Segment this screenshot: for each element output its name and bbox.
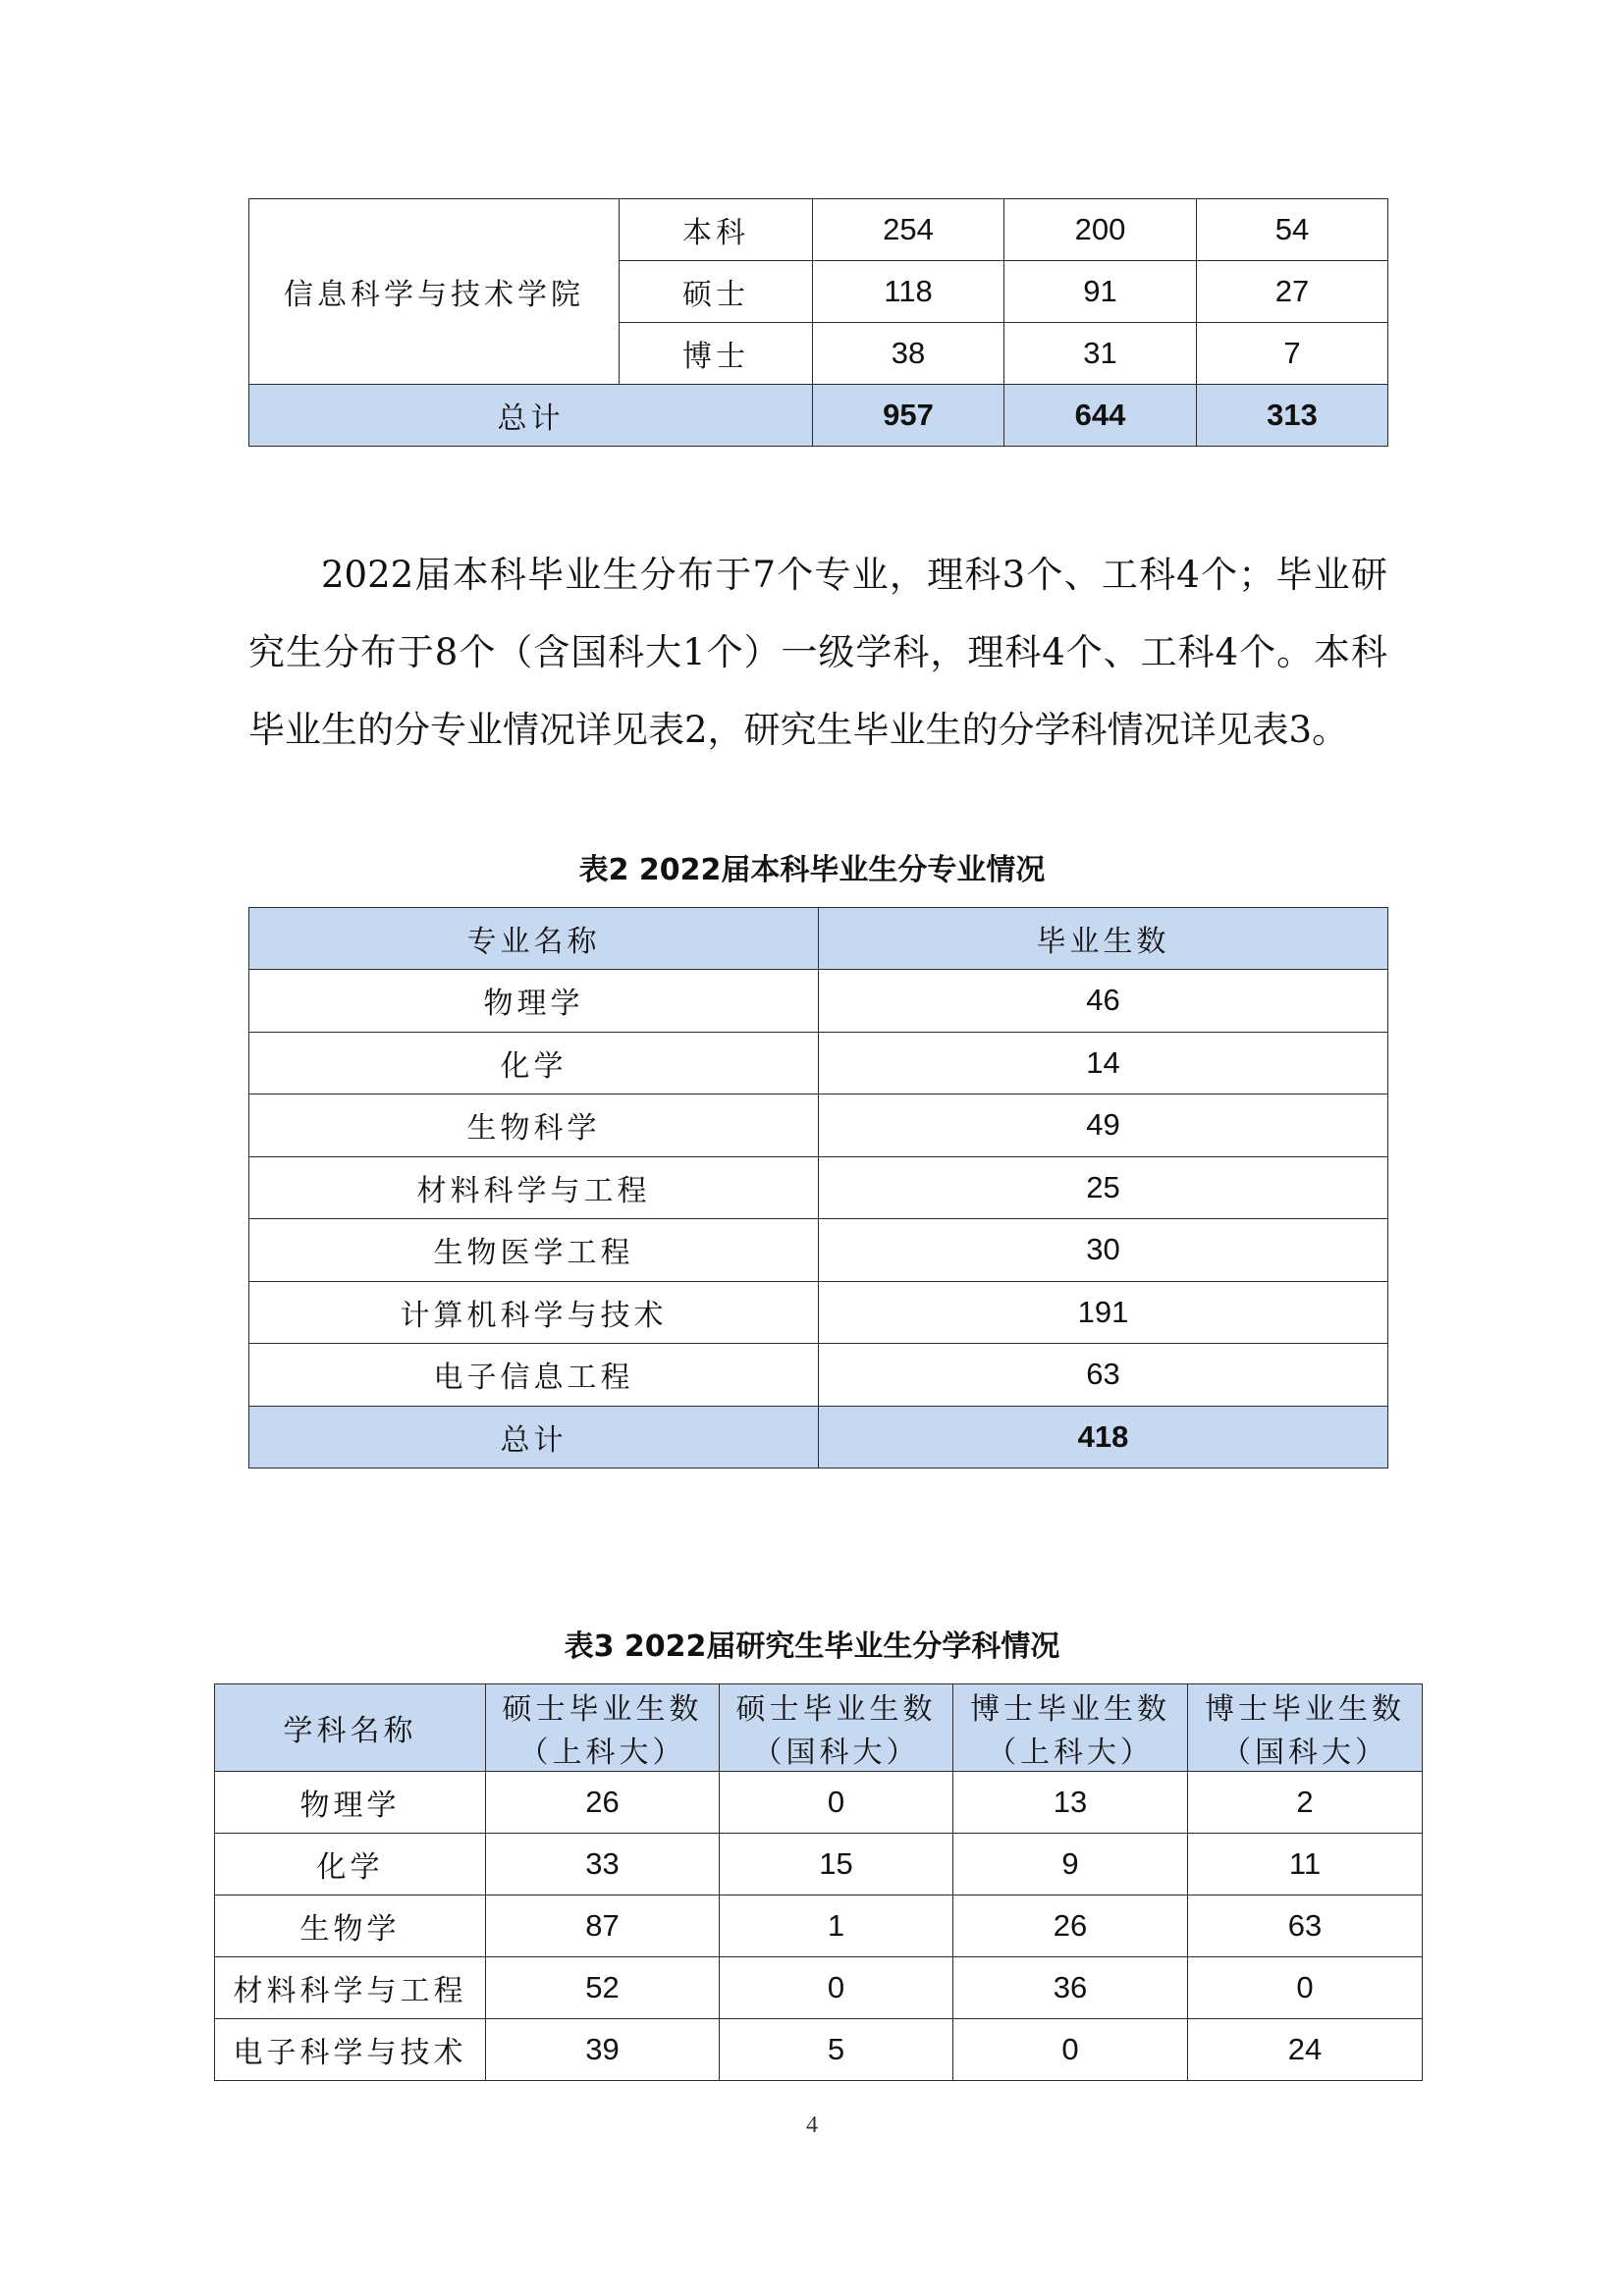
table-row — [249, 199, 1388, 261]
table-row — [249, 1344, 1388, 1407]
body-paragraph: 2022届本科毕业生分布于7个专业，理科3个、工科4个；毕业研究生分布于8个（含国科大1个）一级学科，理科4个、工科4个。本科毕业生的分专业情况详见表2，研究生毕业生的分学科情况详见表3。 — [248, 554, 1387, 751]
discipline-name: 生物学 — [215, 1896, 486, 1957]
cell-value: 54 — [1197, 199, 1388, 261]
major-name: 物理学 — [249, 970, 819, 1033]
table-header — [249, 908, 1388, 970]
table-row — [249, 1219, 1388, 1282]
major-name: 生物医学工程 — [249, 1219, 819, 1282]
cell-value: 0 — [1188, 1957, 1423, 2019]
page-number: 4 — [806, 2112, 818, 2138]
graduate-count: 191 — [819, 1281, 1388, 1344]
discipline-name: 材料科学与工程 — [215, 1957, 486, 2019]
cell-value: 5 — [720, 2019, 953, 2081]
header-subline: （上科大） — [518, 1735, 686, 1770]
cell-value: 13 — [953, 1772, 1188, 1834]
total-value: 644 — [1004, 385, 1197, 447]
header-master-shanghaitech — [486, 1684, 720, 1772]
header-line: 硕士毕业生数 — [735, 1692, 937, 1727]
cell-value: 26 — [953, 1896, 1188, 1957]
major-name: 生物科学 — [249, 1095, 819, 1157]
total-value: 418 — [819, 1406, 1388, 1468]
table-row — [249, 1095, 1388, 1157]
graduate-count: 30 — [819, 1219, 1388, 1282]
table-row — [249, 1281, 1388, 1344]
total-row — [249, 385, 1388, 447]
graduate-count: 63 — [819, 1344, 1388, 1407]
header-line: 博士毕业生数 — [970, 1692, 1170, 1727]
table-header — [215, 1684, 1423, 1772]
cell-value: 118 — [813, 261, 1004, 323]
header-phd-shanghaitech — [953, 1684, 1188, 1772]
cell-value: 200 — [1004, 199, 1197, 261]
major-name: 化学 — [249, 1032, 819, 1095]
cell-value: 9 — [953, 1834, 1188, 1896]
header-subline: （上科大） — [987, 1735, 1154, 1770]
table2-caption: 表2 2022届本科毕业生分专业情况 — [578, 853, 1046, 887]
total-label: 总计 — [249, 1406, 819, 1468]
header-subline: （国科大） — [1221, 1735, 1388, 1770]
header-phd-ucas — [1188, 1684, 1423, 1772]
discipline-table — [214, 1683, 1423, 2081]
major-name: 计算机科学与技术 — [249, 1281, 819, 1344]
cell-value: 11 — [1188, 1834, 1423, 1896]
cell-value: 52 — [486, 1957, 720, 2019]
cell-value: 27 — [1197, 261, 1388, 323]
degree-level: 博士 — [620, 323, 813, 385]
major-name: 材料科学与工程 — [249, 1156, 819, 1219]
major-name: 电子信息工程 — [249, 1344, 819, 1407]
total-value: 313 — [1197, 385, 1388, 447]
total-value: 957 — [813, 385, 1004, 447]
table-row — [215, 1896, 1423, 1957]
table-row — [215, 2019, 1423, 2081]
header-major-name: 专业名称 — [249, 908, 819, 970]
table-row — [249, 970, 1388, 1033]
graduate-count: 25 — [819, 1156, 1388, 1219]
major-table — [248, 907, 1388, 1468]
cell-value: 36 — [953, 1957, 1188, 2019]
table-row — [215, 1957, 1423, 2019]
college-name: 信息科学与技术学院 — [249, 199, 620, 385]
header-graduate-count: 毕业生数 — [819, 908, 1388, 970]
discipline-name: 物理学 — [215, 1772, 486, 1834]
header-master-ucas — [720, 1684, 953, 1772]
degree-level: 本科 — [620, 199, 813, 261]
table-row — [215, 1772, 1423, 1834]
table-row — [215, 1834, 1423, 1896]
graduate-count: 49 — [819, 1095, 1388, 1157]
cell-value: 63 — [1188, 1896, 1423, 1957]
cell-value: 31 — [1004, 323, 1197, 385]
cell-value: 7 — [1197, 323, 1388, 385]
header-subline: （国科大） — [752, 1735, 920, 1770]
table-row — [249, 1156, 1388, 1219]
table3-caption: 表3 2022届研究生毕业生分学科情况 — [564, 1629, 1060, 1664]
graduate-count: 46 — [819, 970, 1388, 1033]
cell-value: 33 — [486, 1834, 720, 1896]
college-table — [248, 198, 1388, 447]
cell-value: 2 — [1188, 1772, 1423, 1834]
header-line: 博士毕业生数 — [1205, 1692, 1405, 1727]
header-line: 硕士毕业生数 — [502, 1692, 703, 1727]
discipline-name: 化学 — [215, 1834, 486, 1896]
cell-value: 39 — [486, 2019, 720, 2081]
cell-value: 24 — [1188, 2019, 1423, 2081]
total-row — [249, 1406, 1388, 1468]
cell-value: 254 — [813, 199, 1004, 261]
degree-level: 硕士 — [620, 261, 813, 323]
cell-value: 1 — [720, 1896, 953, 1957]
cell-value: 0 — [953, 2019, 1188, 2081]
cell-value: 91 — [1004, 261, 1197, 323]
graduate-count: 14 — [819, 1032, 1388, 1095]
total-label: 总计 — [249, 385, 813, 447]
header-line: 学科名称 — [283, 1714, 417, 1748]
header-discipline-name — [215, 1684, 486, 1772]
cell-value: 0 — [720, 1772, 953, 1834]
cell-value: 38 — [813, 323, 1004, 385]
cell-value: 26 — [486, 1772, 720, 1834]
cell-value: 15 — [720, 1834, 953, 1896]
cell-value: 87 — [486, 1896, 720, 1957]
cell-value: 0 — [720, 1957, 953, 2019]
table-row — [249, 1032, 1388, 1095]
discipline-name: 电子科学与技术 — [215, 2019, 486, 2081]
